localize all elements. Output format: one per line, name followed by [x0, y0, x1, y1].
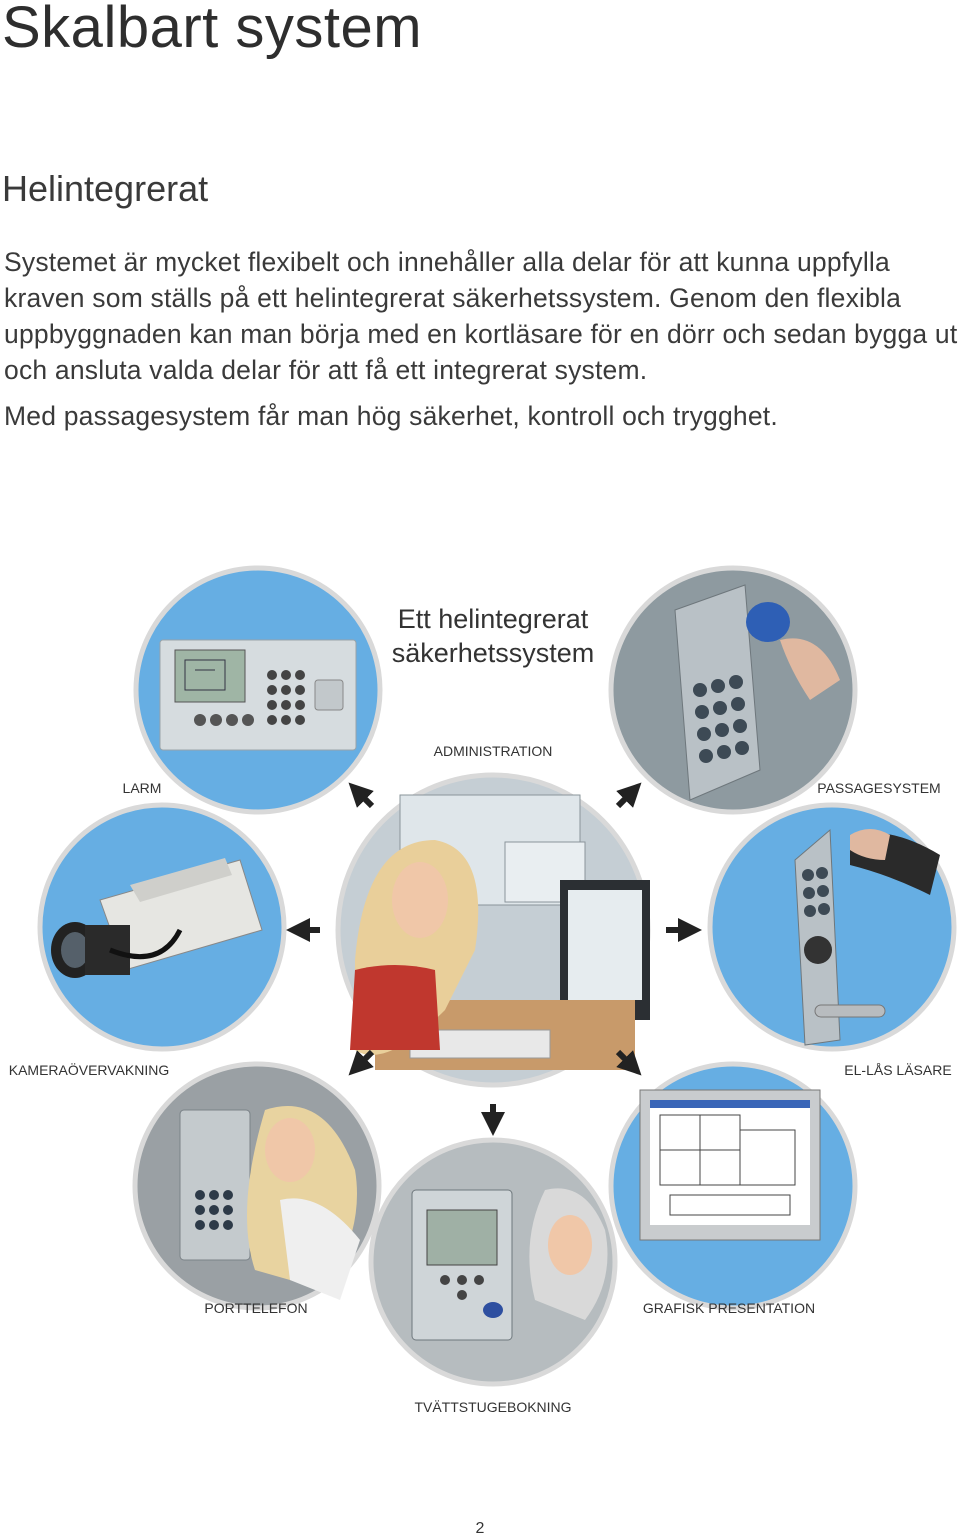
label-kameraovervakning: KAMERAÖVERVAKNING	[8, 1062, 170, 1078]
alarm-panel-image	[160, 640, 356, 750]
laundry-terminal-image	[412, 1188, 608, 1340]
label-grafisk-presentation: GRAFISK PRESENTATION	[642, 1300, 816, 1316]
lock-reader-circle	[710, 805, 954, 1049]
summary-paragraph: Med passagesystem får man hög säkerhet, kontroll och trygghet.	[4, 401, 778, 431]
door-phone-circle	[135, 1064, 379, 1308]
page-number: 2	[475, 1520, 485, 1537]
monitor-floorplan-image	[640, 1090, 820, 1240]
integration-diagram	[0, 560, 960, 1460]
administration-circle	[338, 775, 650, 1085]
camera-circle	[40, 805, 284, 1049]
graphic-presentation-circle	[611, 1064, 855, 1308]
label-porttelefon: PORTTELEFON	[204, 1300, 308, 1316]
laundry-booking-circle	[371, 1140, 615, 1384]
diagram-center-title: Ett helintegrerat säkerhetssystem	[391, 604, 595, 668]
page-title: Skalbart system	[2, 0, 423, 60]
label-tvattstugebokning: TVÄTTSTUGEBOKNING	[414, 1399, 572, 1415]
larm-circle	[136, 568, 380, 812]
label-larm: LARM	[122, 780, 162, 796]
intro-paragraph: Systemet är mycket flexibelt och innehåller alla delar för att kunna uppfylla kraven som ställs på ett helintegrerat säkerhetssystem. Genom den flexibla uppbyggnaden kan man börja med en kortläsare för en dörr och sedan bygga ut och ansluta valda delar för att få ett integrerat system.	[4, 247, 958, 385]
keypad-circle	[611, 568, 855, 812]
label-passagesystem: PASSAGESYSTEM	[817, 780, 941, 796]
label-el-las-lasare: EL-LÅS LÄSARE	[844, 1062, 952, 1078]
section-subtitle: Helintegrerat	[2, 168, 209, 209]
label-administration: ADMINISTRATION	[433, 743, 553, 759]
